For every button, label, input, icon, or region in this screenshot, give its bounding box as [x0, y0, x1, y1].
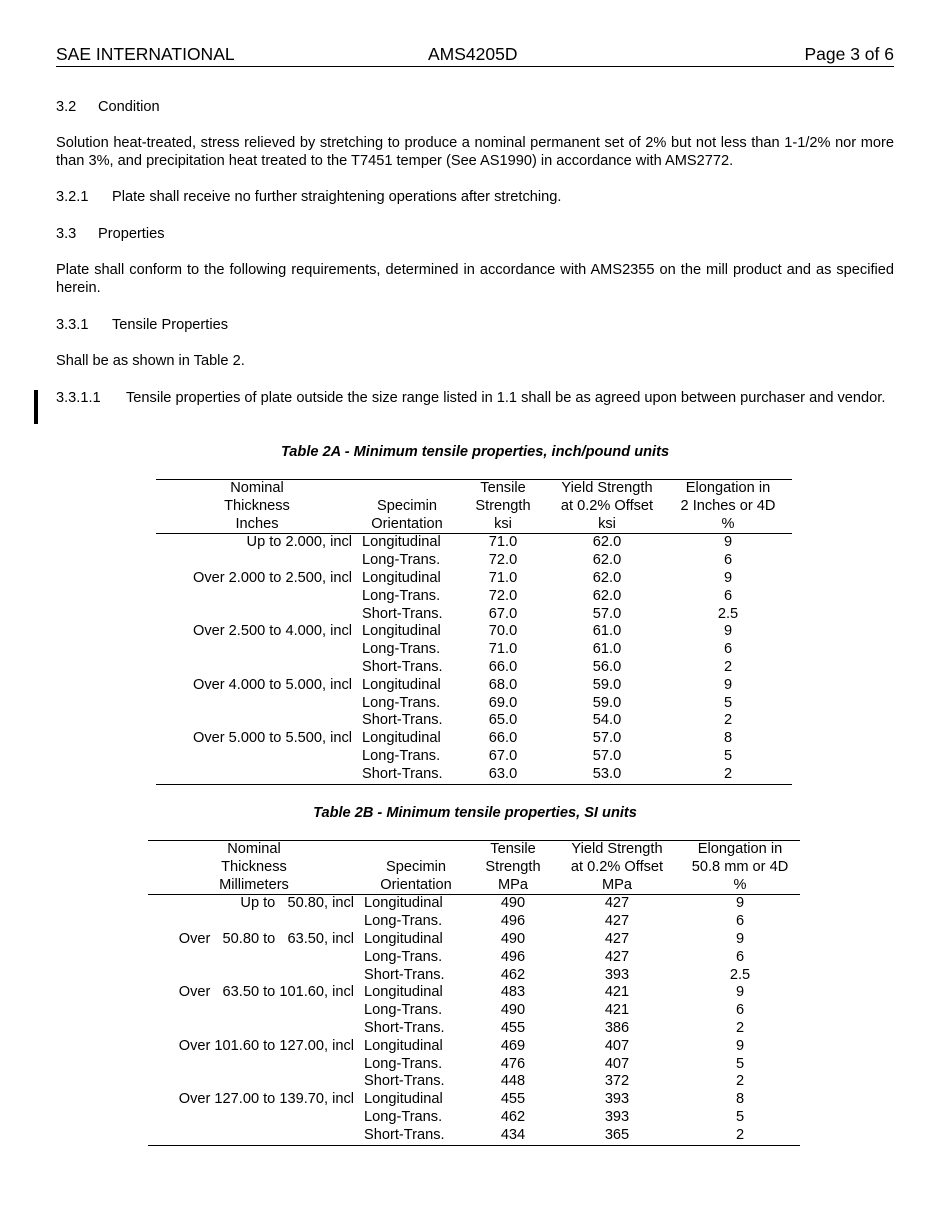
- cell-elongation: 6: [723, 641, 733, 658]
- cell-elongation: 5: [735, 1108, 745, 1125]
- cell-elongation: 6: [735, 1002, 745, 1019]
- header-elongation-3: %: [680, 877, 800, 895]
- cell-yield-strength: 56.0: [592, 658, 622, 675]
- cell-yield-strength: 62.0: [592, 587, 622, 604]
- header-tensile-2: Strength: [475, 497, 531, 514]
- cell-yield-strength: 365: [604, 1126, 630, 1143]
- cell-elongation: 2: [735, 1019, 745, 1036]
- header-thickness-1: Nominal: [227, 841, 281, 857]
- header-yield-1: Yield Strength: [561, 480, 653, 496]
- cell-thickness: Over 2.000 to 2.500, incl: [192, 569, 352, 586]
- cell-yield-strength: 427: [604, 948, 630, 965]
- cell-elongation: 2: [735, 1126, 745, 1143]
- header-orientation-3: Orientation: [360, 877, 472, 895]
- cell-orientation: Longitudinal: [362, 623, 441, 640]
- cell-yield-strength: 421: [604, 1002, 630, 1019]
- header-elongation-2: 2 Inches or 4D: [680, 497, 776, 514]
- cell-orientation: Short-Trans.: [364, 1126, 445, 1143]
- table-2a-body: [156, 534, 792, 784]
- table-row: [156, 730, 792, 748]
- cell-orientation: Longitudinal: [364, 1037, 443, 1054]
- section-text: Tensile properties of plate outside the size range listed in 1.1 shall be as agreed upon between purchaser and vendor.: [126, 390, 886, 406]
- cell-tensile-strength: 71.0: [488, 569, 518, 586]
- table-row: [148, 1056, 800, 1074]
- cell-elongation: 9: [735, 930, 745, 947]
- cell-yield-strength: 393: [604, 1091, 630, 1108]
- cell-tensile-strength: 67.0: [488, 747, 518, 764]
- section-number: 3.3: [56, 226, 77, 242]
- cell-thickness: Over 2.500 to 4.000, incl: [192, 623, 352, 640]
- header-document-number: AMS4205D: [428, 44, 518, 64]
- cell-elongation: 5: [723, 694, 733, 711]
- table-row: [156, 641, 792, 659]
- cell-thickness: Over 50.80 to 63.50, incl: [178, 930, 354, 947]
- cell-elongation: 9: [723, 569, 733, 586]
- cell-elongation: 9: [735, 895, 745, 912]
- cell-yield-strength: 421: [604, 984, 630, 1001]
- cell-yield-strength: 57.0: [592, 605, 622, 622]
- header-elongation-1: Elongation in: [697, 841, 783, 857]
- header-orientation-1: [358, 480, 456, 498]
- table-row: [148, 1020, 800, 1038]
- cell-orientation: Long-Trans.: [364, 948, 443, 965]
- cell-thickness: [148, 949, 360, 967]
- cell-tensile-strength: 455: [500, 1091, 526, 1108]
- table-row: [148, 1073, 800, 1091]
- cell-orientation: Long-Trans.: [364, 1002, 443, 1019]
- cell-elongation: 5: [723, 747, 733, 764]
- cell-orientation: Long-Trans.: [362, 552, 441, 569]
- cell-orientation: Longitudinal: [364, 930, 443, 947]
- cell-tensile-strength: 72.0: [488, 587, 518, 604]
- cell-elongation: 8: [723, 730, 733, 747]
- cell-thickness: [156, 695, 358, 713]
- section-3-3-1-paragraph: Shall be as shown in Table 2.: [56, 353, 245, 369]
- header-yield-2: at 0.2% Offset: [560, 497, 654, 514]
- table-row: [148, 895, 800, 913]
- header-thickness-2: Thickness: [224, 497, 290, 514]
- table-row: [156, 552, 792, 570]
- cell-tensile-strength: 462: [500, 1108, 526, 1125]
- section-number: 3.3.1.1: [56, 390, 101, 406]
- cell-tensile-strength: 448: [500, 1073, 526, 1090]
- table-row: [148, 1002, 800, 1020]
- cell-tensile-strength: 69.0: [488, 694, 518, 711]
- cell-thickness: Over 4.000 to 5.000, incl: [192, 676, 352, 693]
- table-row: [148, 1091, 800, 1109]
- cell-yield-strength: 62.0: [592, 534, 622, 551]
- cell-thickness: [148, 1056, 360, 1074]
- header-tensile-3: MPa: [472, 877, 554, 895]
- header-yield-3: ksi: [550, 516, 664, 534]
- cell-tensile-strength: 72.0: [488, 552, 518, 569]
- header-thickness-3: Millimeters: [148, 877, 360, 895]
- section-3-2-1: [56, 188, 894, 206]
- cell-orientation: Long-Trans.: [364, 1108, 443, 1125]
- cell-yield-strength: 427: [604, 913, 630, 930]
- header-thickness-3: Inches: [156, 516, 358, 534]
- section-3-2-paragraph: Solution heat-treated, stress relieved by stretching to produce a nominal permanent set of 2% but not less than 1-1/2% nor more than 3%, and precipitation heat treated to the T7451 temper (See AS1990) in accordance with AMS2772.: [56, 135, 894, 169]
- table-row: [148, 913, 800, 931]
- table-row: [148, 1127, 800, 1145]
- cell-orientation: Short-Trans.: [362, 765, 443, 782]
- cell-thickness: [156, 606, 358, 624]
- section-text: Plate shall receive no further straightening operations after stretching.: [112, 189, 562, 205]
- table-2a-header: [156, 480, 792, 534]
- cell-thickness: Up to 50.80, incl: [240, 895, 354, 912]
- header-orientation-2: Specimin: [385, 858, 447, 875]
- header-tensile-1: Tensile: [480, 480, 526, 496]
- cell-tensile-strength: 71.0: [488, 534, 518, 551]
- header-elongation-1: Elongation in: [685, 480, 771, 496]
- cell-thickness: [156, 552, 358, 570]
- cell-thickness: [156, 748, 358, 766]
- cell-tensile-strength: 70.0: [488, 623, 518, 640]
- cell-yield-strength: 61.0: [592, 641, 622, 658]
- header-yield-2: at 0.2% Offset: [570, 858, 664, 875]
- header-orientation-2: Specimin: [376, 497, 438, 514]
- cell-orientation: Short-Trans.: [364, 966, 445, 983]
- cell-yield-strength: 57.0: [592, 747, 622, 764]
- cell-thickness: [148, 967, 360, 985]
- cell-orientation: Longitudinal: [364, 984, 443, 1001]
- cell-orientation: Long-Trans.: [364, 1055, 443, 1072]
- cell-elongation: 6: [735, 913, 745, 930]
- cell-tensile-strength: 434: [500, 1126, 526, 1143]
- cell-yield-strength: 53.0: [592, 765, 622, 782]
- cell-elongation: 6: [735, 948, 745, 965]
- cell-elongation: 2.5: [717, 605, 739, 622]
- section-title: Properties: [98, 226, 165, 242]
- cell-tensile-strength: 490: [500, 895, 526, 912]
- cell-elongation: 2: [735, 1073, 745, 1090]
- cell-thickness: [148, 1020, 360, 1038]
- cell-thickness: [156, 588, 358, 606]
- cell-tensile-strength: 66.0: [488, 730, 518, 747]
- section-3-3-1-heading: [56, 316, 894, 334]
- cell-orientation: Long-Trans.: [362, 747, 441, 764]
- cell-elongation: 2: [723, 765, 733, 782]
- cell-orientation: Longitudinal: [362, 569, 441, 586]
- cell-tensile-strength: 483: [500, 984, 526, 1001]
- header-thickness-1: Nominal: [230, 480, 284, 496]
- table-row: [148, 1038, 800, 1056]
- cell-orientation: Short-Trans.: [362, 712, 443, 729]
- cell-yield-strength: 407: [604, 1055, 630, 1072]
- cell-yield-strength: 57.0: [592, 730, 622, 747]
- cell-thickness: [148, 913, 360, 931]
- cell-thickness: Over 63.50 to 101.60, incl: [178, 984, 354, 1001]
- table-row: [156, 588, 792, 606]
- cell-yield-strength: 59.0: [592, 694, 622, 711]
- header-elongation-3: %: [664, 516, 792, 534]
- table-row: [156, 570, 792, 588]
- header-orientation-1: [360, 841, 472, 859]
- table-row: [148, 931, 800, 949]
- cell-yield-strength: 427: [604, 895, 630, 912]
- cell-tensile-strength: 65.0: [488, 712, 518, 729]
- cell-orientation: Long-Trans.: [362, 694, 441, 711]
- table-row: [156, 534, 792, 552]
- cell-orientation: Longitudinal: [362, 534, 441, 551]
- table-row: [148, 949, 800, 967]
- section-3-3-paragraph: Plate shall conform to the following requirements, determined in accordance with AMS2355 on the mill product and as specified herein.: [56, 262, 894, 296]
- cell-elongation: 9: [735, 984, 745, 1001]
- page-header: [56, 44, 894, 67]
- cell-orientation: Long-Trans.: [362, 641, 441, 658]
- cell-elongation: 6: [723, 552, 733, 569]
- table-row: [156, 623, 792, 641]
- cell-orientation: Longitudinal: [362, 676, 441, 693]
- cell-tensile-strength: 455: [500, 1019, 526, 1036]
- cell-thickness: Over 127.00 to 139.70, incl: [178, 1091, 354, 1108]
- revision-change-bar: [34, 390, 38, 424]
- cell-tensile-strength: 496: [500, 913, 526, 930]
- cell-orientation: Longitudinal: [364, 1091, 443, 1108]
- cell-tensile-strength: 490: [500, 930, 526, 947]
- table-2a-caption: Table 2A - Minimum tensile properties, inch/pound units: [280, 444, 670, 460]
- cell-thickness: [148, 1073, 360, 1091]
- table-2b-body: [148, 895, 800, 1145]
- cell-yield-strength: 59.0: [592, 676, 622, 693]
- cell-elongation: 6: [723, 587, 733, 604]
- cell-tensile-strength: 71.0: [488, 641, 518, 658]
- cell-thickness: Over 5.000 to 5.500, incl: [192, 730, 352, 747]
- section-3-2-heading: [56, 98, 894, 116]
- cell-yield-strength: 62.0: [592, 569, 622, 586]
- table-row: [148, 1109, 800, 1127]
- header-organization: SAE INTERNATIONAL: [56, 44, 235, 64]
- cell-yield-strength: 427: [604, 930, 630, 947]
- cell-elongation: 9: [723, 676, 733, 693]
- cell-elongation: 8: [735, 1091, 745, 1108]
- table-2b-header: [148, 841, 800, 895]
- cell-thickness: [156, 766, 358, 784]
- cell-orientation: Longitudinal: [364, 895, 443, 912]
- table-2b: [148, 840, 800, 1146]
- cell-orientation: Longitudinal: [362, 730, 441, 747]
- header-elongation-2: 50.8 mm or 4D: [691, 858, 789, 875]
- cell-tensile-strength: 462: [500, 966, 526, 983]
- cell-yield-strength: 393: [604, 1108, 630, 1125]
- cell-orientation: Short-Trans.: [362, 605, 443, 622]
- cell-thickness: [148, 1109, 360, 1127]
- cell-orientation: Long-Trans.: [364, 913, 443, 930]
- cell-elongation: 5: [735, 1055, 745, 1072]
- cell-thickness: Over 101.60 to 127.00, incl: [178, 1037, 354, 1054]
- cell-tensile-strength: 63.0: [488, 765, 518, 782]
- header-yield-1: Yield Strength: [571, 841, 663, 857]
- cell-thickness: [156, 659, 358, 677]
- cell-tensile-strength: 476: [500, 1055, 526, 1072]
- cell-orientation: Short-Trans.: [364, 1019, 445, 1036]
- cell-yield-strength: 372: [604, 1073, 630, 1090]
- cell-tensile-strength: 68.0: [488, 676, 518, 693]
- section-number: 3.2: [56, 99, 77, 115]
- cell-elongation: 9: [735, 1037, 745, 1054]
- section-3-3-1-1: [56, 389, 894, 407]
- cell-elongation: 2: [723, 712, 733, 729]
- table-row: [156, 677, 792, 695]
- cell-thickness: [148, 1127, 360, 1145]
- table-row: [156, 606, 792, 624]
- cell-tensile-strength: 67.0: [488, 605, 518, 622]
- table-row: [156, 766, 792, 784]
- table-row: [148, 967, 800, 985]
- header-yield-3: MPa: [554, 877, 680, 895]
- cell-yield-strength: 386: [604, 1019, 630, 1036]
- cell-tensile-strength: 469: [500, 1037, 526, 1054]
- cell-elongation: 9: [723, 534, 733, 551]
- cell-elongation: 2.5: [729, 966, 751, 983]
- table-row: [148, 984, 800, 1002]
- cell-thickness: [148, 1002, 360, 1020]
- header-tensile-2: Strength: [485, 858, 541, 875]
- cell-orientation: Long-Trans.: [362, 587, 441, 604]
- table-row: [156, 712, 792, 730]
- cell-thickness: [156, 641, 358, 659]
- section-number: 3.2.1: [56, 189, 89, 205]
- table-2b-caption: Table 2B - Minimum tensile properties, SI units: [313, 805, 637, 821]
- section-title: Tensile Properties: [112, 317, 228, 333]
- header-page-number: Page 3 of 6: [804, 44, 894, 64]
- cell-thickness: [156, 712, 358, 730]
- cell-yield-strength: 407: [604, 1037, 630, 1054]
- table-row: [156, 748, 792, 766]
- cell-elongation: 9: [723, 623, 733, 640]
- table-row: [156, 659, 792, 677]
- cell-thickness: Up to 2.000, incl: [246, 534, 352, 551]
- cell-yield-strength: 54.0: [592, 712, 622, 729]
- section-3-3-heading: [56, 225, 894, 243]
- cell-yield-strength: 393: [604, 966, 630, 983]
- cell-yield-strength: 61.0: [592, 623, 622, 640]
- cell-tensile-strength: 66.0: [488, 658, 518, 675]
- header-tensile-1: Tensile: [490, 841, 536, 857]
- section-title: Condition: [98, 99, 160, 115]
- table-2a: [156, 479, 792, 785]
- cell-orientation: Short-Trans.: [362, 658, 443, 675]
- section-number: 3.3.1: [56, 317, 89, 333]
- cell-yield-strength: 62.0: [592, 552, 622, 569]
- cell-orientation: Short-Trans.: [364, 1073, 445, 1090]
- cell-elongation: 2: [723, 658, 733, 675]
- cell-tensile-strength: 496: [500, 948, 526, 965]
- header-orientation-3: Orientation: [358, 516, 456, 534]
- header-thickness-2: Thickness: [221, 858, 287, 875]
- cell-tensile-strength: 490: [500, 1002, 526, 1019]
- table-row: [156, 695, 792, 713]
- header-tensile-3: ksi: [456, 516, 550, 534]
